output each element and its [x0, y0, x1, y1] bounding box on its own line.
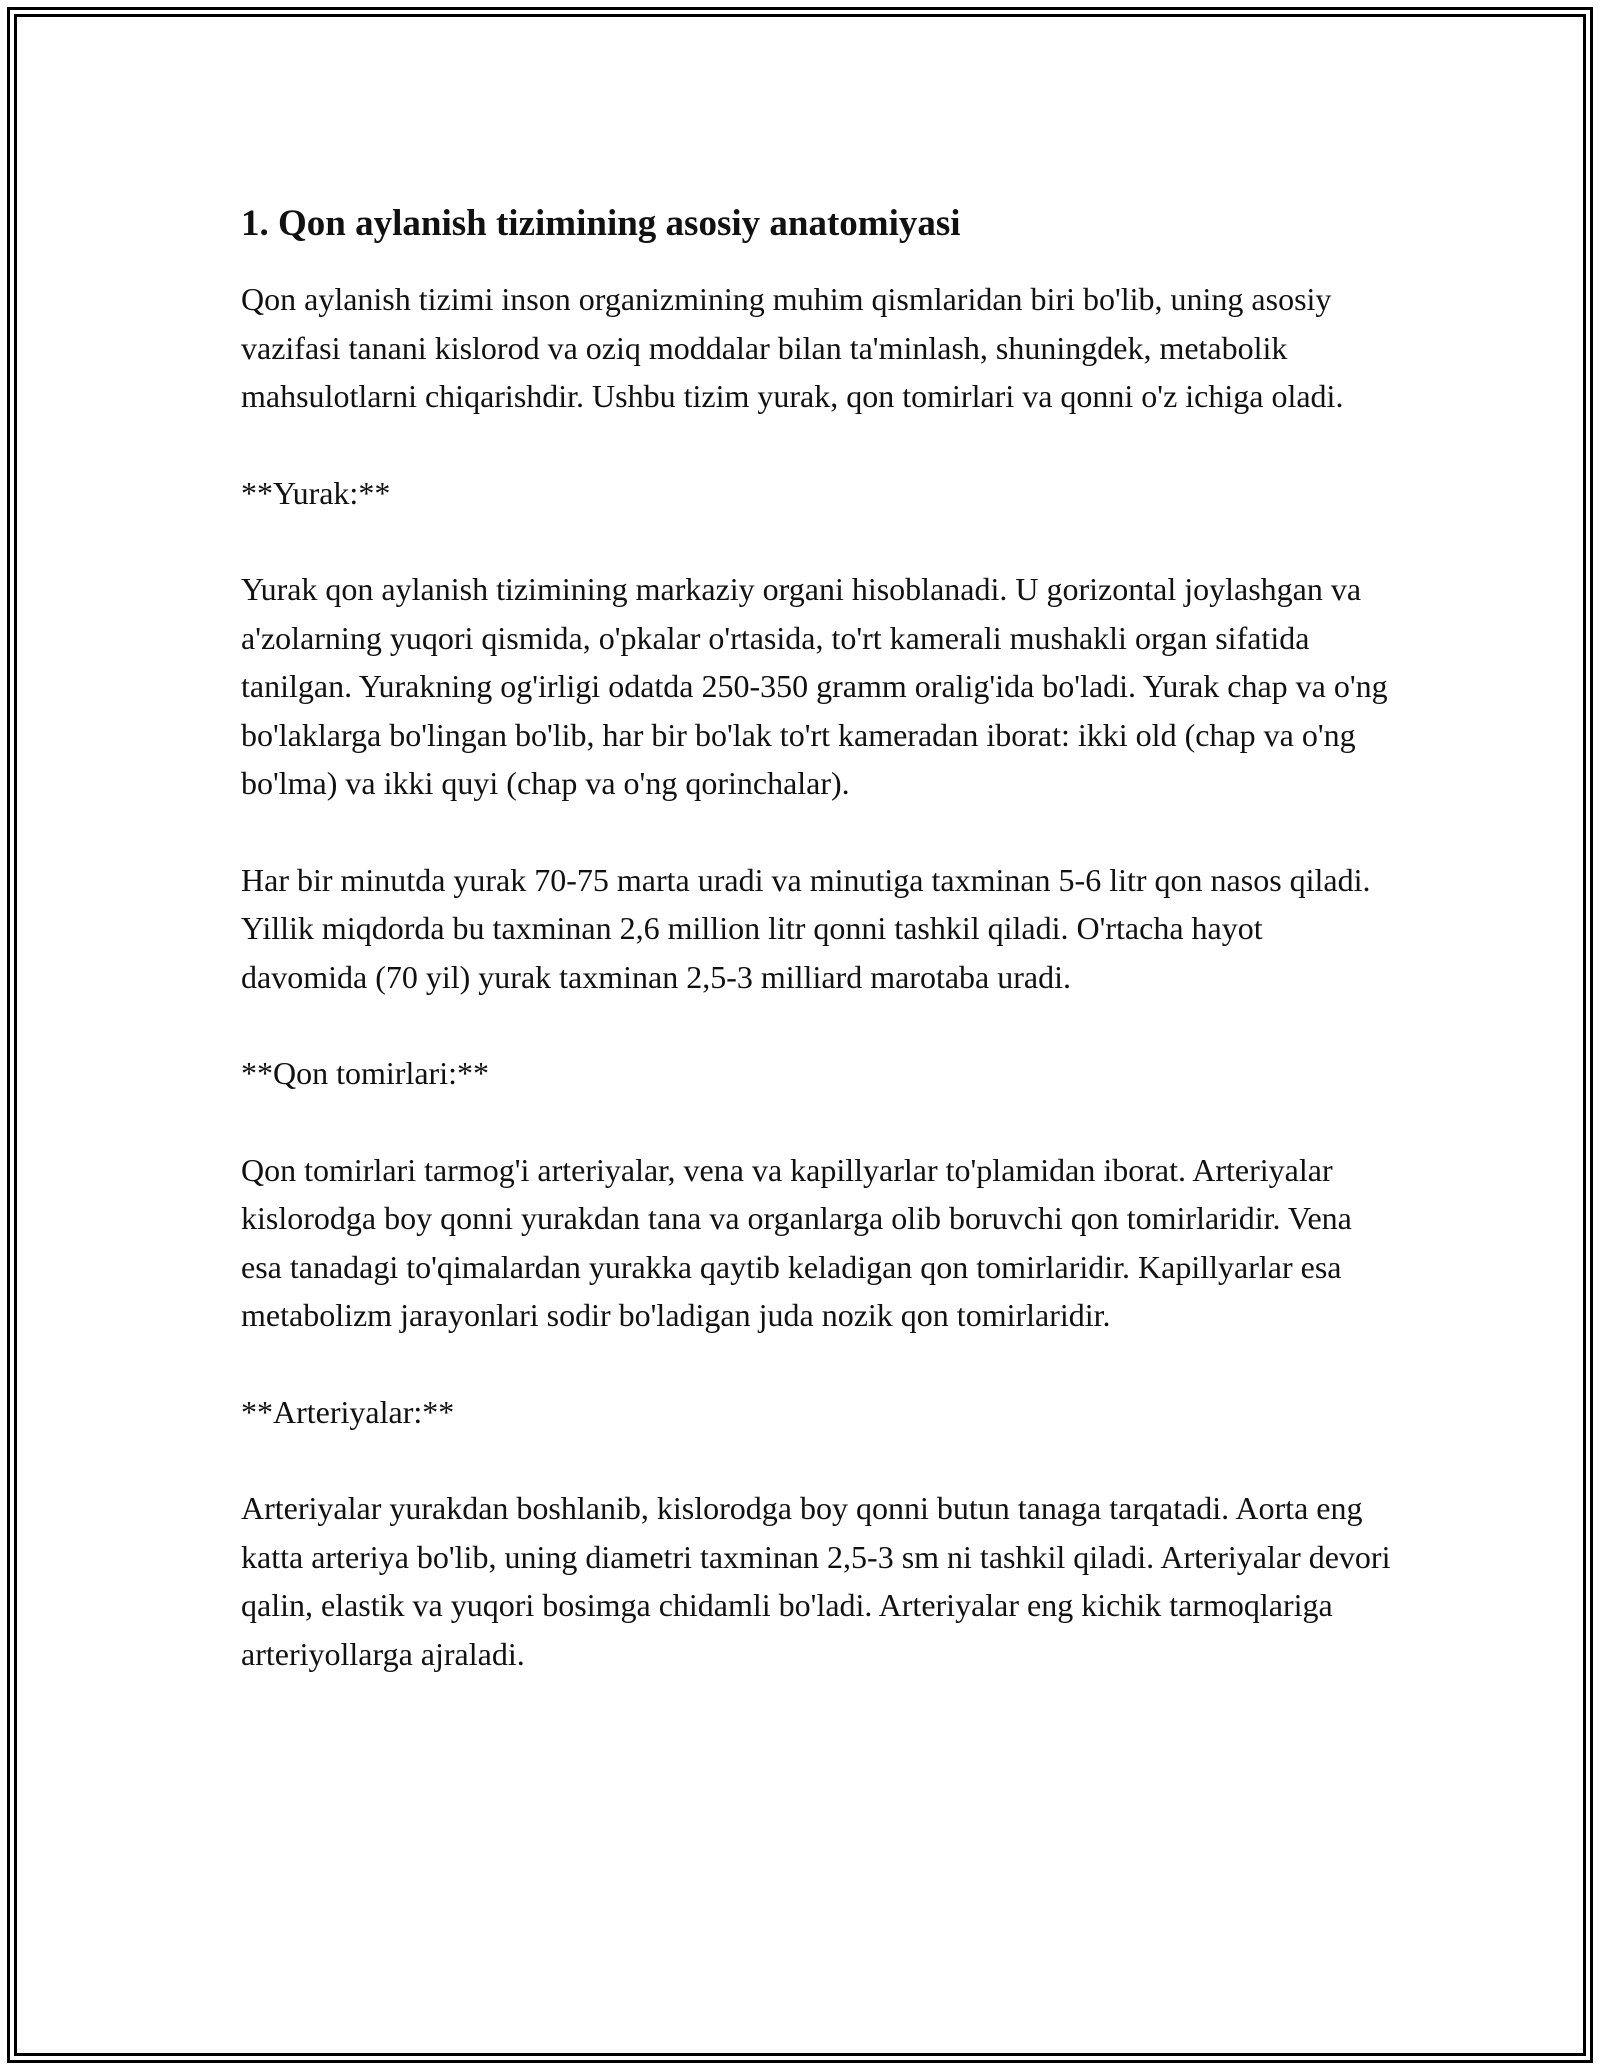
document-body — [241, 201, 1391, 1726]
heart-section-heading: **Yurak:** — [241, 474, 391, 511]
arteries-section-heading: **Arteriyalar:** — [241, 1393, 455, 1430]
document-title: 1. Qon aylanish tizimining asosiy anatomiyasi — [241, 203, 961, 244]
vessels-paragraph: Qon tomirlari tarmog'i arteriyalar, vena va kapillyarlar to'plamidan iborat. Arteriyalar kislorodga boy qonni yurakdan tana va organlarga olib boruvchi qon tomirlaridir. Vena esa tanadagi to'qimalardan yurakka qaytib keladigan qon tomirlaridir. Kapillyarlar esa metabolizm jarayonlari sodir bo'ladigan juda nozik qon tomirlaridir. — [241, 1151, 1352, 1334]
page-border-outer — [7, 7, 1593, 2063]
vessels-section-heading: **Qon tomirlari:** — [241, 1055, 489, 1092]
intro-paragraph: Qon aylanish tizimi inson organizmining muhim qismlaridan biri bo'lib, uning asosiy vazifasi tanani kislorod va oziq moddalar bilan ta'minlash, shuningdek, metabolik mahsulotlarni chiqarishdir. Ushbu tizim yurak, qon tomirlari va qonni o'z ichiga oladi. — [241, 281, 1344, 415]
arteries-paragraph: Arteriyalar yurakdan boshlanib, kislorodga boy qonni butun tanaga tarqatadi. Aorta eng katta arteriya bo'lib, uning diametri taxminan 2,5-3 sm ni tashkil qiladi. Arteriyalar devori qalin, elastik va yuqori bosimga chidamli bo'ladi. Arteriyalar eng kichik tarmoqlariga arteriyollarga ajraladi. — [241, 1490, 1391, 1672]
heart-paragraph-2: Har bir minutda yurak 70-75 marta uradi va minutiga taxminan 5-6 litr qon nasos qiladi. Yillik miqdorda bu taxminan 2,6 million litr qonni tashkil qiladi. O'rtacha hayot davomida (70 yil) yurak taxminan 2,5-3 milliard marotaba uradi. — [241, 861, 1371, 995]
page-border-inner — [14, 14, 1586, 2056]
heart-paragraph-1: Yurak qon aylanish tizimining markaziy organi hisoblanadi. U gorizontal joylashgan va a'zolarning yuqori qismida, o'pkalar o'rtasida, to'rt kamerali mushakli organ sifatida tanilgan. Yurakning og'irligi odatda 250-350 gramm oralig'ida bo'ladi. Yurak chap va o'ng bo'laklarga bo'lingan bo'lib, har bir bo'lak to'rt kameradan iborat: ikki old (chap va o'ng bo'lma) va ikki quyi (chap va o'ng qorinchalar). — [241, 571, 1388, 802]
